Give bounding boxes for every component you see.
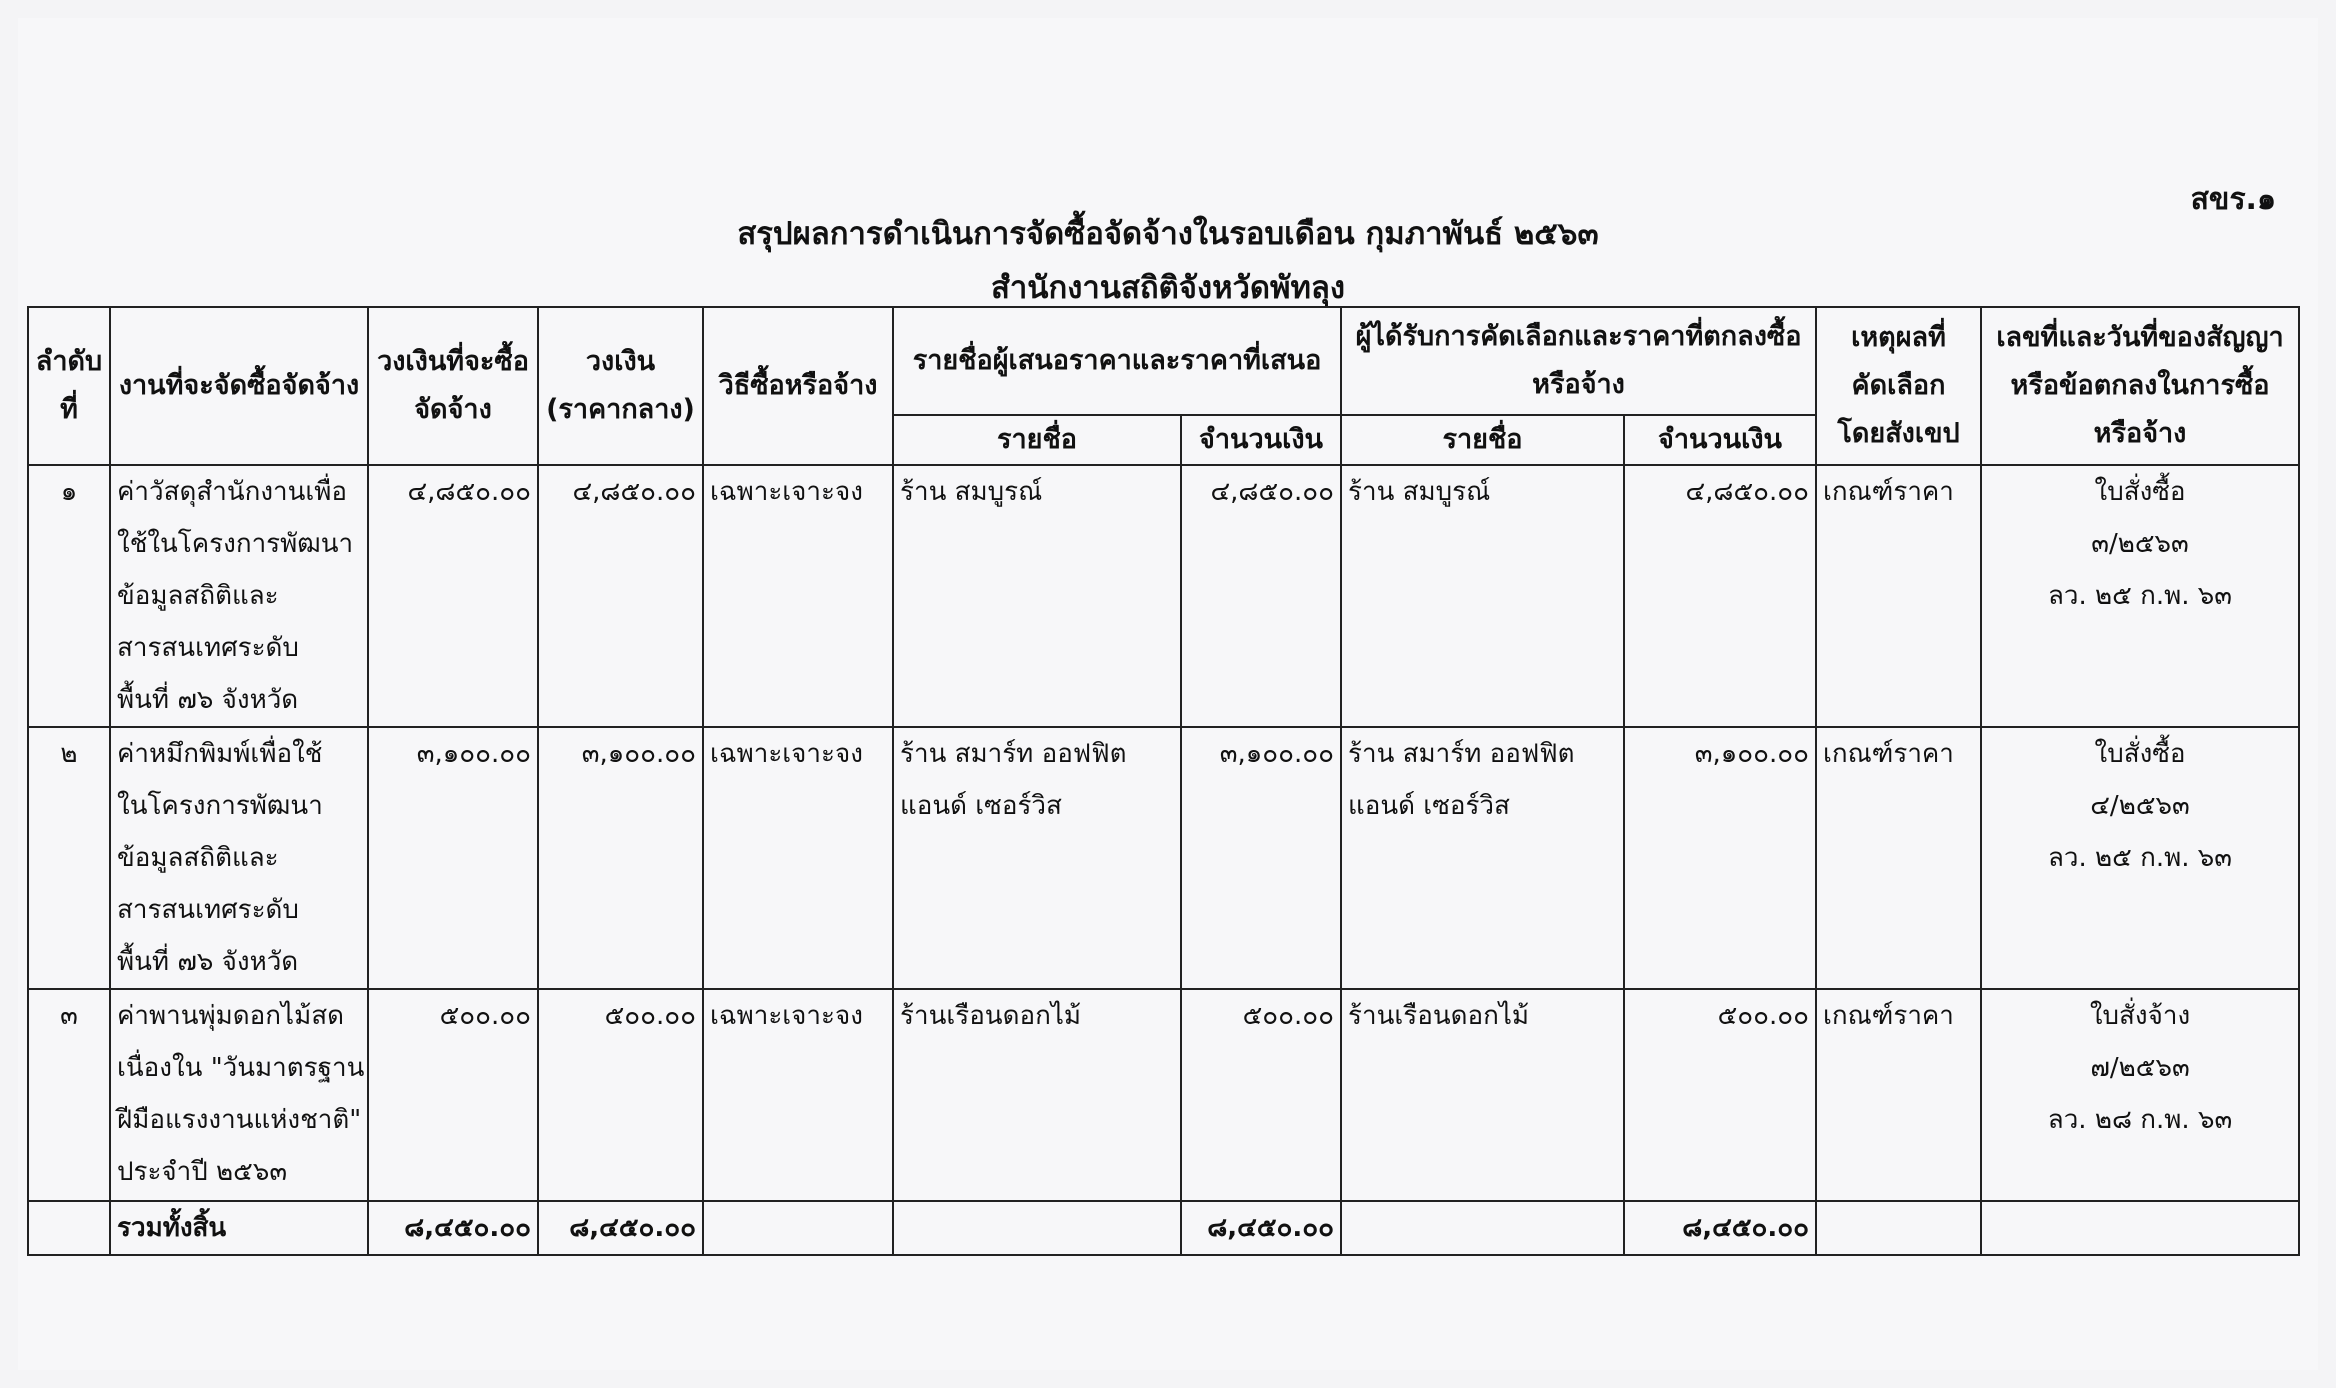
row-bidder-amount: ๕๐๐.๐๐ (1181, 989, 1341, 1201)
table-row (28, 465, 2299, 727)
row-budget: ๔,๘๕๐.๐๐ (368, 465, 538, 727)
row-no: ๒ (28, 727, 110, 989)
total-no-cell (28, 1201, 110, 1255)
row-bidder-name: ร้านเรือนดอกไม้ (893, 989, 1181, 1201)
header-winner-amount: จำนวนเงิน (1624, 415, 1816, 465)
header-no: ลำดับ ที่ (28, 307, 110, 465)
total-method-cell (703, 1201, 893, 1255)
row-work: ค่าหมึกพิมพ์เพื่อใช้ ในโครงการพัฒนา ข้อมูลสถิติและ สารสนเทศระดับ พื้นที่ ๗๖ จังหวัด (110, 727, 368, 989)
procurement-table (27, 306, 2300, 1256)
row-reason: เกณฑ์ราคา (1816, 727, 1981, 989)
header-method: วิธีซื้อหรือจ้าง (703, 307, 893, 465)
row-winner-amount: ๕๐๐.๐๐ (1624, 989, 1816, 1201)
row-method: เฉพาะเจาะจง (703, 465, 893, 727)
row-no: ๓ (28, 989, 110, 1201)
row-bidder-name: ร้าน สมบูรณ์ (893, 465, 1181, 727)
header-bidder-amount: จำนวนเงิน (1181, 415, 1341, 465)
row-contract: ใบสั่งซื้อ ๔/๒๕๖๓ ลว. ๒๕ ก.พ. ๖๓ (1981, 727, 2299, 989)
row-work: ค่าพานพุ่มดอกไม้สด เนื่องใน "วันมาตรฐาน ฝีมือแรงงานแห่งชาติ" ประจำปี ๒๕๖๓ (110, 989, 368, 1201)
header-reason: เหตุผลที่ คัดเลือก โดยสังเขป (1816, 307, 1981, 465)
total-median-price: ๘,๔๕๐.๐๐ (538, 1201, 703, 1255)
office-name: สำนักงานสถิติจังหวัดพัทลุง (990, 270, 1346, 306)
row-budget: ๕๐๐.๐๐ (368, 989, 538, 1201)
header-median-price: วงเงิน (ราคากลาง) (538, 307, 703, 465)
total-bidder-amount: ๘,๔๕๐.๐๐ (1181, 1201, 1341, 1255)
row-no: ๑ (28, 465, 110, 727)
row-budget: ๓,๑๐๐.๐๐ (368, 727, 538, 989)
row-winner-amount: ๓,๑๐๐.๐๐ (1624, 727, 1816, 989)
row-winner-amount: ๔,๘๕๐.๐๐ (1624, 465, 1816, 727)
row-winner-name: ร้านเรือนดอกไม้ (1341, 989, 1624, 1201)
row-method: เฉพาะเจาะจง (703, 989, 893, 1201)
total-row (28, 1201, 2299, 1255)
total-winner-amount: ๘,๔๕๐.๐๐ (1624, 1201, 1816, 1255)
row-contract: ใบสั่งจ้าง ๗/๒๕๖๓ ลว. ๒๘ ก.พ. ๖๓ (1981, 989, 2299, 1201)
header-budget: วงเงินที่จะซื้อ จัดจ้าง (368, 307, 538, 465)
row-bidder-amount: ๓,๑๐๐.๐๐ (1181, 727, 1341, 989)
row-winner-name: ร้าน สมบูรณ์ (1341, 465, 1624, 727)
row-contract: ใบสั่งซื้อ ๓/๒๕๖๓ ลว. ๒๕ ก.พ. ๖๓ (1981, 465, 2299, 727)
row-median-price: ๕๐๐.๐๐ (538, 989, 703, 1201)
total-label: รวมทั้งสิ้น (110, 1201, 368, 1255)
header-work: งานที่จะจัดซื้อจัดจ้าง (110, 307, 368, 465)
table-row (28, 989, 2299, 1201)
report-title: สรุปผลการดำเนินการจัดซื้อจัดจ้างในรอบเดือน กุมภาพันธ์ ๒๕๖๓ (737, 216, 1599, 252)
table-row (28, 727, 2299, 989)
row-winner-name: ร้าน สมาร์ท ออฟฟิต แอนด์ เซอร์วิส (1341, 727, 1624, 989)
row-work: ค่าวัสดุสำนักงานเพื่อ ใช้ในโครงการพัฒนา ข้อมูลสถิติและ สารสนเทศระดับ พื้นที่ ๗๖ จังหวัด (110, 465, 368, 727)
total-reason-cell (1816, 1201, 1981, 1255)
header-bidder-name: รายชื่อ (893, 415, 1181, 465)
row-bidder-name: ร้าน สมาร์ท ออฟฟิต แอนด์ เซอร์วิส (893, 727, 1181, 989)
row-median-price: ๔,๘๕๐.๐๐ (538, 465, 703, 727)
header-bidders: รายชื่อผู้เสนอราคาและราคาที่เสนอ (893, 307, 1341, 415)
total-budget: ๘,๔๕๐.๐๐ (368, 1201, 538, 1255)
row-reason: เกณฑ์ราคา (1816, 989, 1981, 1201)
total-winner-name-cell (1341, 1201, 1624, 1255)
row-bidder-amount: ๔,๘๕๐.๐๐ (1181, 465, 1341, 727)
row-reason: เกณฑ์ราคา (1816, 465, 1981, 727)
row-method: เฉพาะเจาะจง (703, 727, 893, 989)
form-code: สขร.๑ (2190, 182, 2276, 217)
row-median-price: ๓,๑๐๐.๐๐ (538, 727, 703, 989)
header-winner-name: รายชื่อ (1341, 415, 1624, 465)
total-contract-cell (1981, 1201, 2299, 1255)
header-contract: เลขที่และวันที่ของสัญญา หรือข้อตกลงในการซื้อ หรือจ้าง (1981, 307, 2299, 465)
header-winner: ผู้ได้รับการคัดเลือกและราคาที่ตกลงซื้อ หรือจ้าง (1341, 307, 1816, 415)
total-bidder-name-cell (893, 1201, 1181, 1255)
